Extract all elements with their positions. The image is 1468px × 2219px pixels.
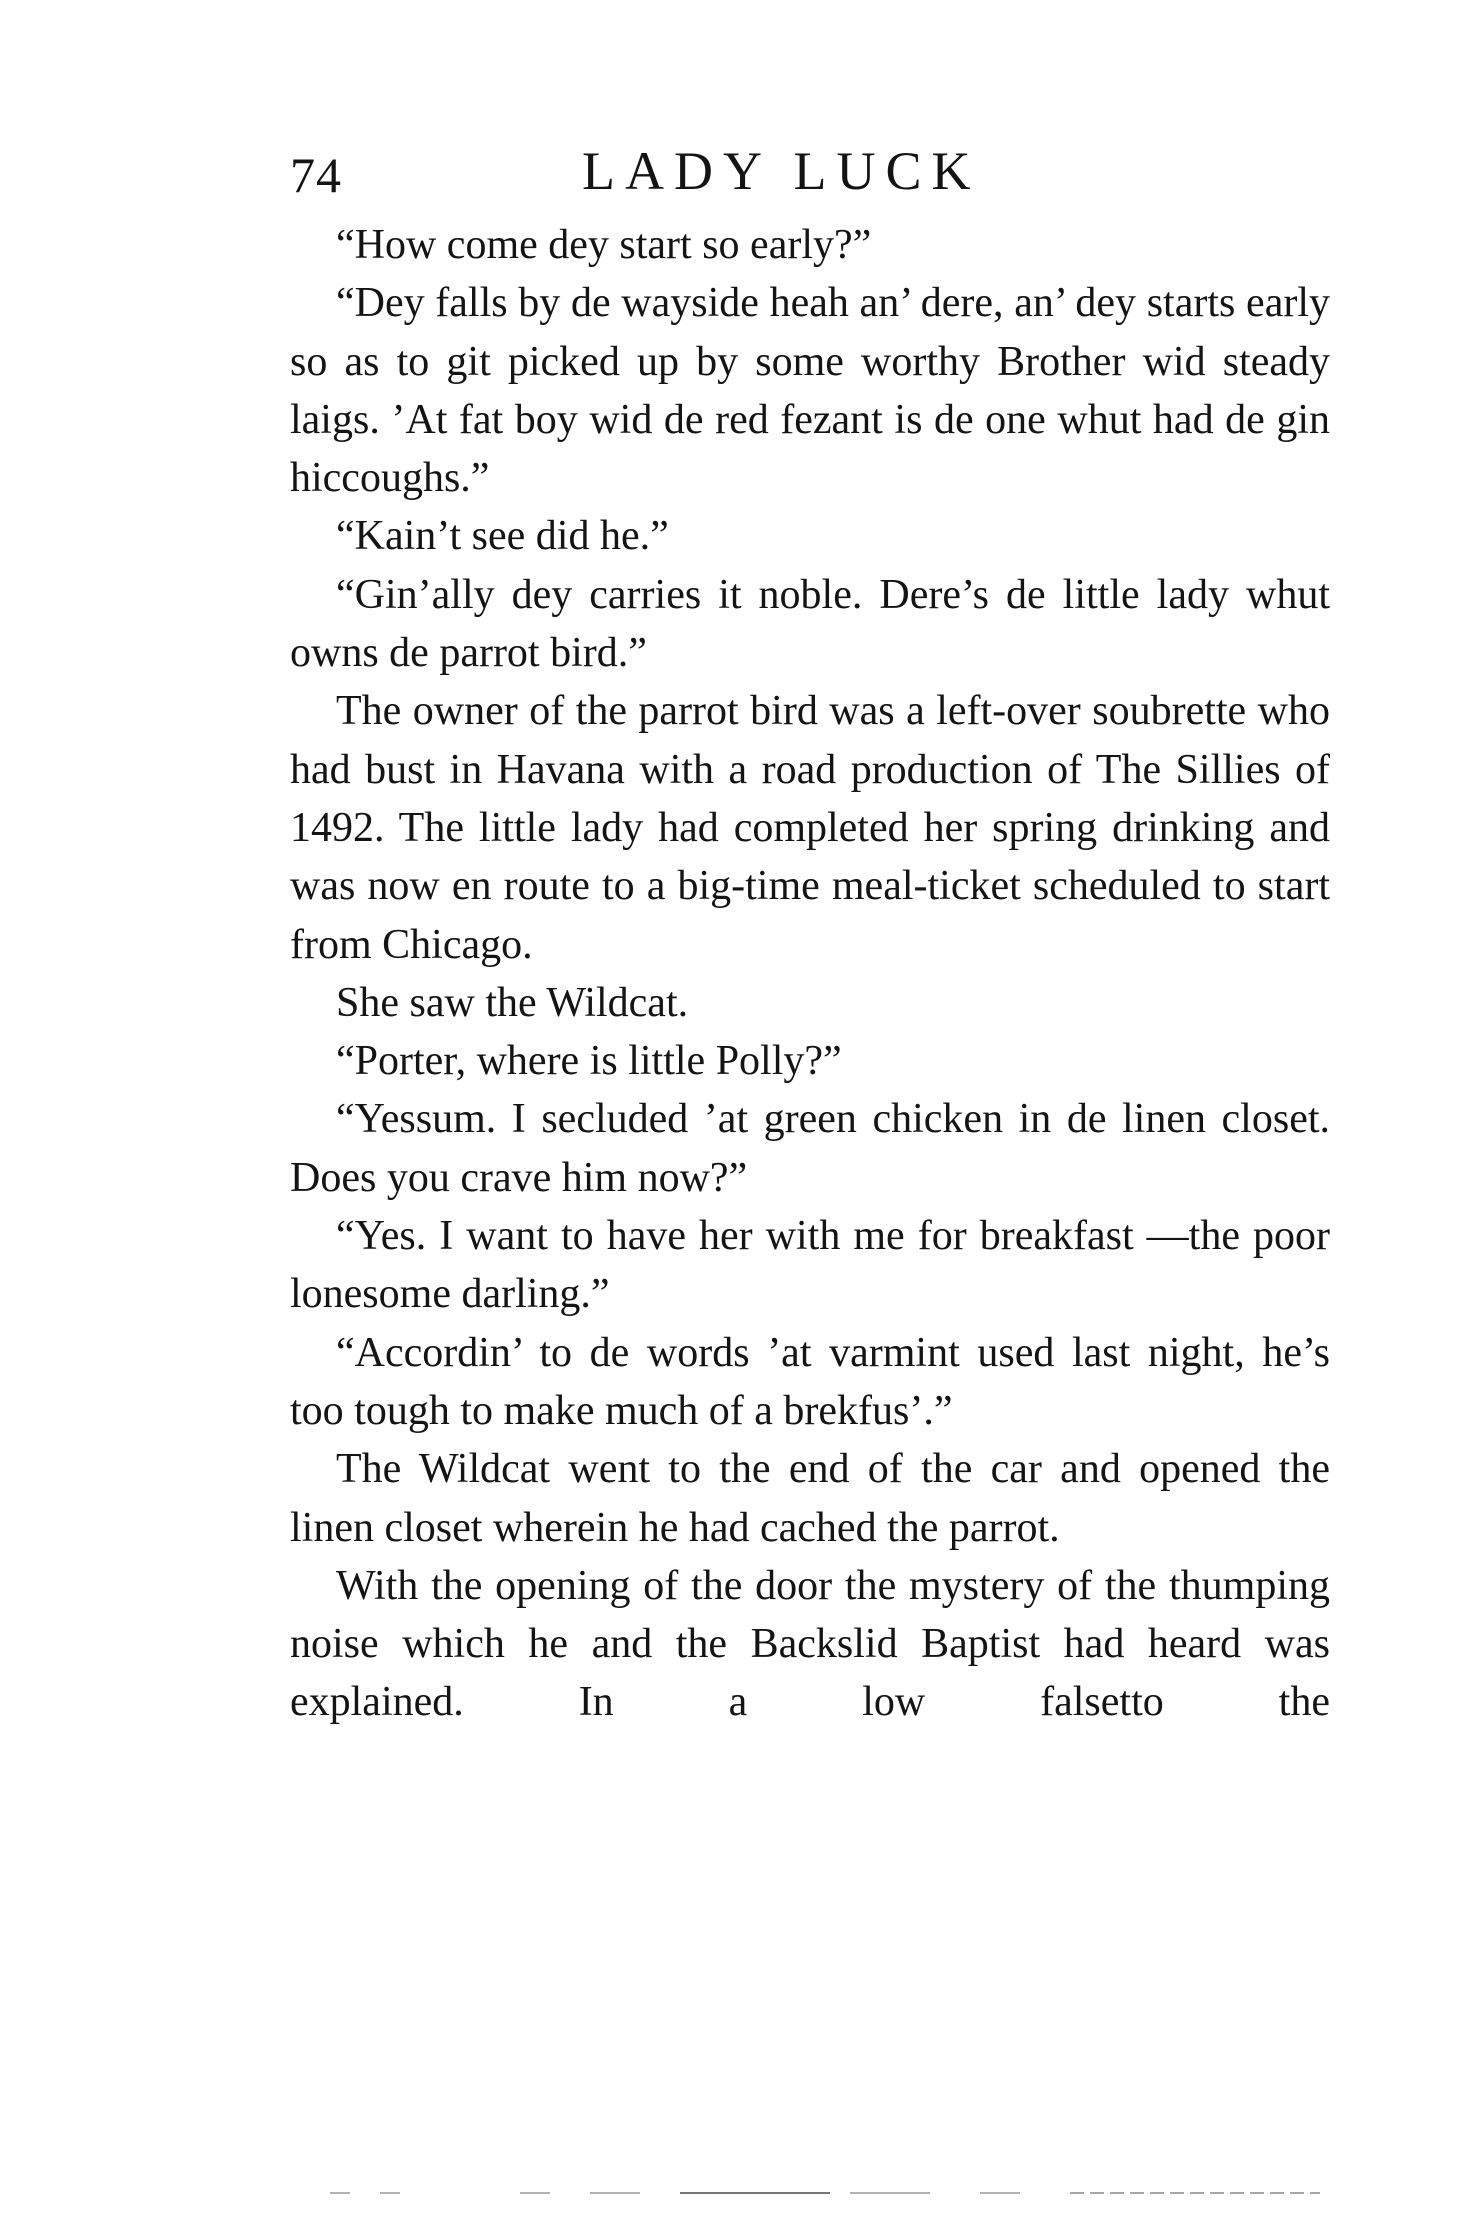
running-title: LADY LUCK [582,141,981,201]
paragraph: She saw the Wildcat. [336,979,689,1026]
paragraph: “Kain’t see did he.” [336,513,669,560]
body-text [290,216,1330,1732]
paragraph: “How come dey start so early?” [336,222,872,268]
paragraph: “Dey falls by de wayside heah an’ dere, an’ dey starts early so as to git picked up by some worthy Brother wid steady laigs. ’At fat boy wid de red fezant is de one whut had de gin hiccoughs.” [290,280,1330,502]
paragraph: The Wildcat went to the end of the car and opened the linen closet wherein he had cached the parrot. [290,1446,1330,1551]
scan-artifact-line [330,2190,1330,2196]
paragraph-continued: With the opening of the door the mystery of the thumping noise which he and the Backslid Baptist had heard was explained. In a low falsetto the [290,1562,1330,1726]
paragraph: “Gin’ally dey carries it noble. Dere’s de little lady whut owns de parrot bird.” [290,571,1330,677]
page-header [290,140,1330,220]
paragraph: “Porter, where is little Polly?” [336,1038,842,1085]
paragraph: “Yes. I want to have her with me for breakfast —the poor lonesome darling.” [290,1213,1330,1318]
paragraph: “Accordin’ to de words ’at varmint used last night, he’s too tough to make much of a brekfus’.” [290,1329,1330,1434]
paragraph: “Yessum. I secluded ’at green chicken in de linen closet. Does you crave him now?” [290,1096,1330,1201]
paragraph: The owner of the parrot bird was a left-over soubrette who had bust in Havana with a road production of The Sillies of 1492. The little lady had completed her spring drinking and was now en route to a big-time meal-ticket scheduled to start from Chicago. [290,688,1330,968]
page-number: 74 [290,147,342,203]
